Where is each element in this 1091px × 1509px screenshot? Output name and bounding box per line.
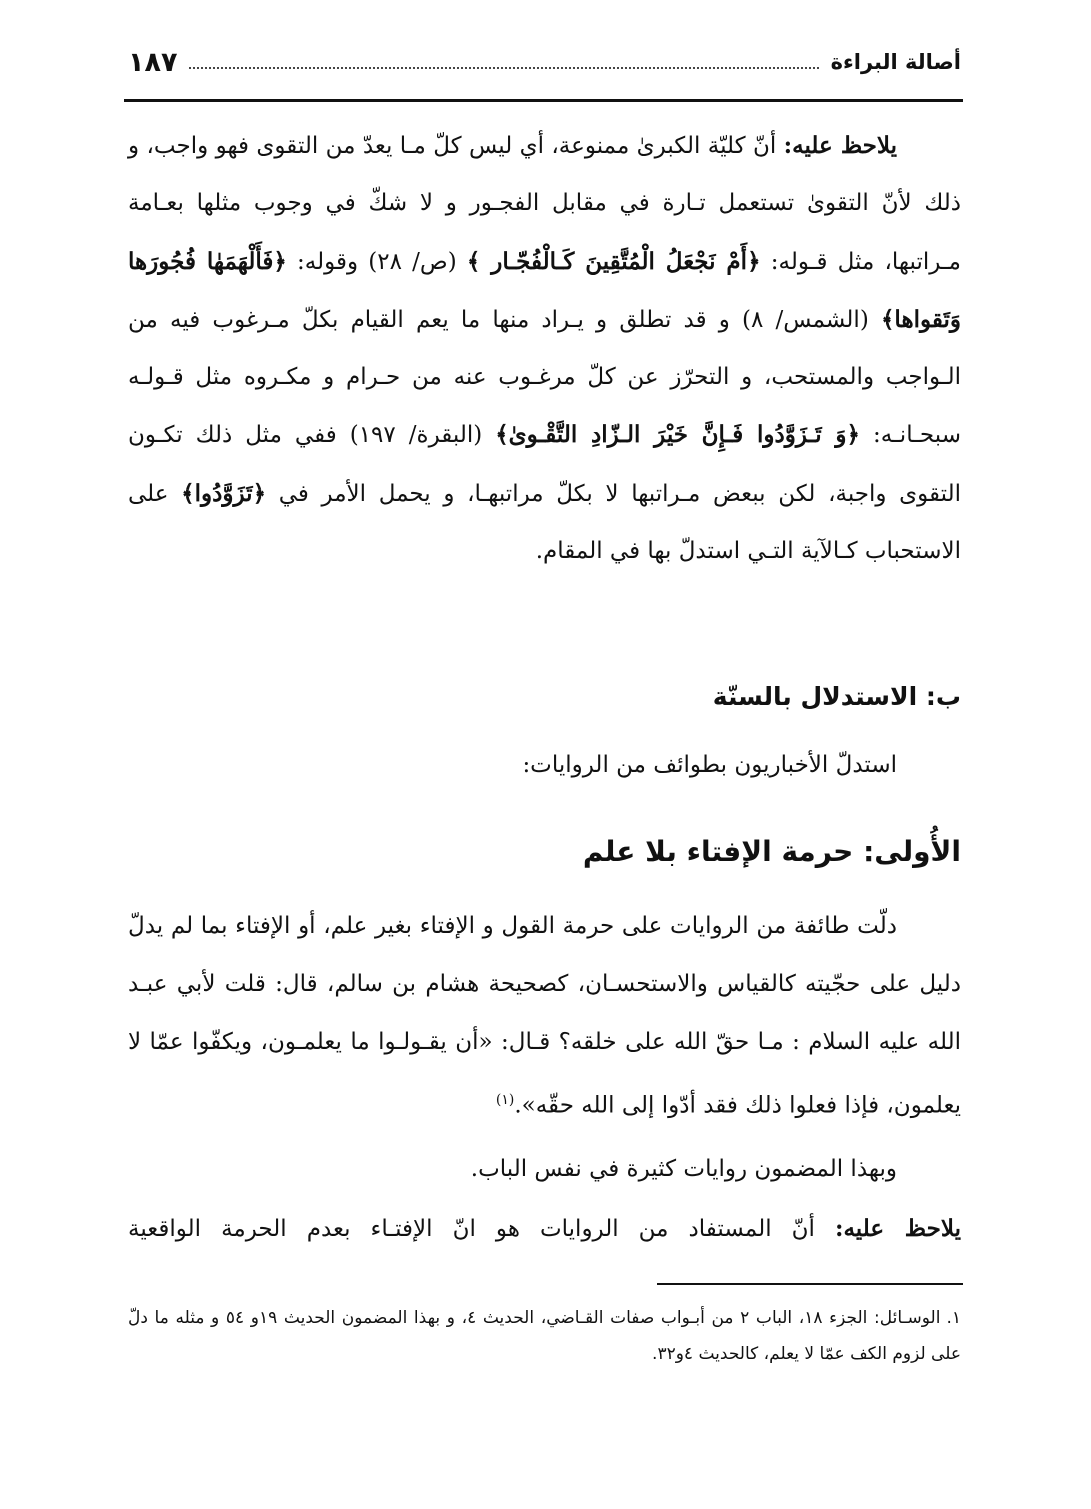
objection-lead: يلاحظ عليه: — [783, 132, 897, 159]
objection-lead: يلاحظ عليه: — [834, 1215, 961, 1242]
quran-verse: ﴿وَ تَـزَوَّدُوا فَـإِنَّ خَيْرَ الـزّادِ التَّقْـوىٰ﴾ — [495, 421, 860, 449]
paragraph-text: (البقرة/ ١٩٧) ففي مثل ذلك تكـون التقوى واجبة، لكن ببعض مـراتبها لا بكلّ مراتبهـا، و يحمل الأمر في — [128, 422, 962, 507]
paragraph-narrations — [128, 897, 961, 1135]
footnote — [128, 1300, 961, 1372]
paragraph-text: على الاستحباب كـالآية التـي استدلّ بها في المقام. — [128, 480, 961, 565]
section-intro: استدلّ الأخباريون بطوائف من الروايات: — [522, 752, 897, 778]
footnote-rule — [657, 1283, 963, 1285]
running-title: أصالة البراءة — [830, 50, 961, 74]
footnote-text: الوسـائل: الجزء ١٨، الباب ٢ من أبـواب صفات القـاضي، الحديث ٤، و بهذا المضمون الحديث ١٩و ٥٤ و مثله ما دلّ على لزوم الكف عمّا لا يعلم، كالحديث ٤و٣٢. — [128, 1308, 961, 1364]
paragraph-text: أنّ المستفاد من الروايات هو انّ الإفتـاء بعدم الحرمة الواقعية — [128, 1216, 835, 1242]
page-number: ١٨٧ — [128, 46, 178, 78]
paragraph-text: دلّت طائفة من الروايات على حرمة القول و الإفتاء بغير علم، أو الإفتاء بما لم يدلّ دليل على حجّيته كالقياس والاستحسـان، كصحيحة هشام بن سالم، قال: قلت لأبي عبـد الله عليه السلام : مـا حقّ الله على خلقه؟ قـال: «أن يقـولـوا ما يعلمـون، ويكفّوا عمّا لا يعلمون، فإذا فعلوا ذلك فقد أدّوا إلى الله حقّه». — [128, 913, 961, 1119]
footnote-marker[interactable]: (١) — [495, 1092, 515, 1108]
paragraph-objection-1 — [128, 117, 961, 580]
paragraph-text: (الشمس/ ٨) و قد تطلق و يـراد منها ما يعم القيام بكلّ مـرغوب فيه من الـواجب والمستحب، و التحرّز عن كلّ مرغـوب عنه من حـرام و مكـروه مثل قـولـه سبحـانـه: — [128, 306, 961, 449]
paragraph-objection-2 — [128, 1200, 961, 1258]
quran-verse: ﴿تَزَوَّدُوا﴾ — [181, 479, 267, 507]
header-rule — [124, 99, 963, 102]
paragraph-text: أنّ كليّة الكبرىٰ ممنوعة، أي ليس كلّ مـا يعدّ من التقوى فهو واجب، و ذلك لأنّ التقوىٰ تستعمل تـارة في مقابل الفجـور و لا شكّ في وجوب مثلها بعـامة مـراتبها، مثل قـوله: — [128, 133, 962, 275]
running-header — [128, 42, 961, 82]
footnote-label: ١. — [946, 1308, 961, 1328]
section-heading: ب: الاستدلال بالسنّة — [712, 682, 961, 711]
dotted-leader — [189, 67, 818, 69]
sub-heading: الأُولى: حرمة الإفتاء بلا علم — [582, 835, 961, 868]
quran-verse: ﴿فَأَلْهَمَهٰا فُجُورَها وَتَقواها﴾ — [128, 247, 961, 333]
quran-verse: ﴿أَمْ نَجْعَلُ الْمُتَّقِينَ كَـالْفُجّـار ﴾ — [466, 247, 761, 275]
paragraph-similar-narrations: وبهذا المضمون روايات كثيرة في نفس الباب. — [470, 1156, 897, 1182]
paragraph-text: (ص/ ٢٨) وقوله: — [286, 248, 467, 275]
